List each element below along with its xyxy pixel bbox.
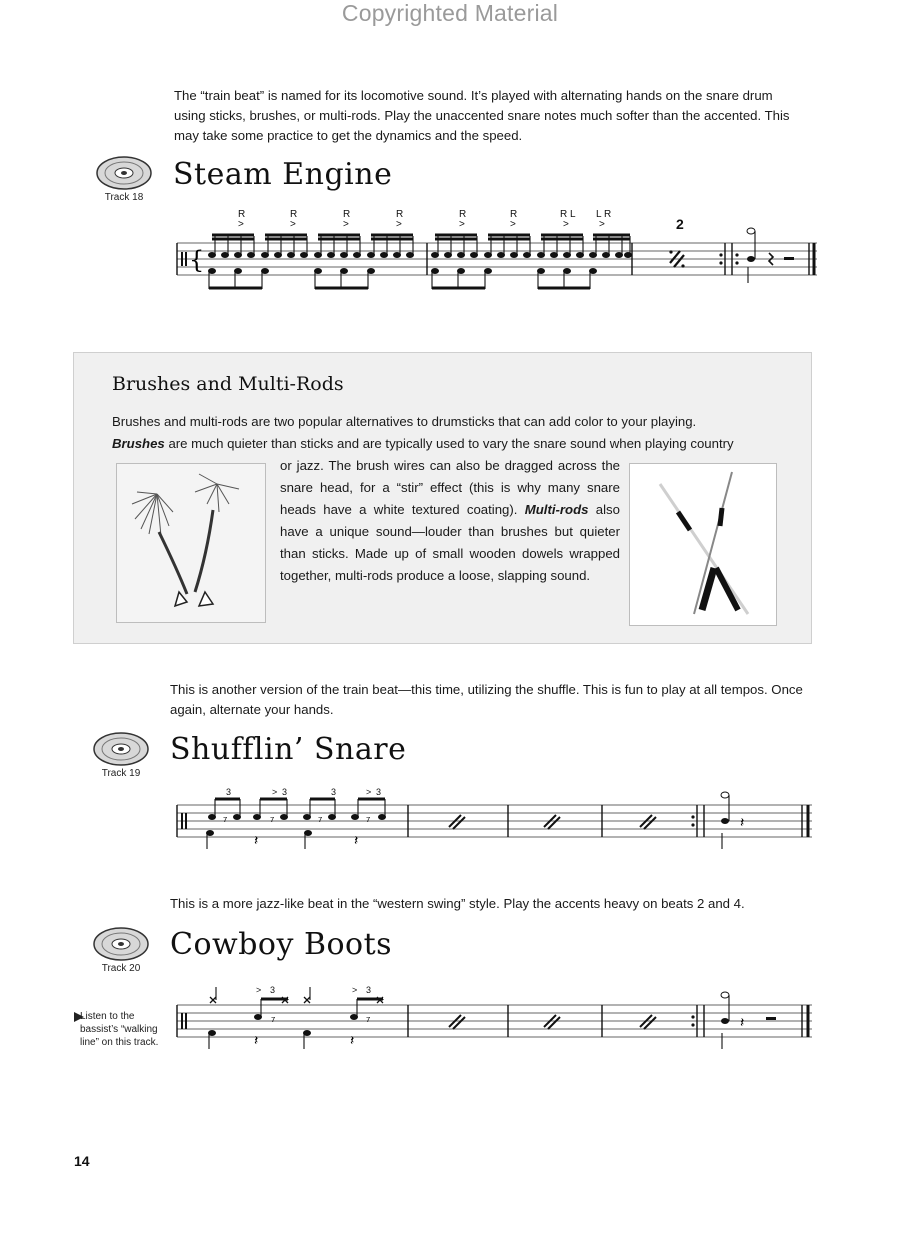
multirods-photo — [629, 463, 777, 626]
svg-text:𝄽: 𝄽 — [350, 1032, 355, 1048]
sticking-4: R — [396, 209, 404, 220]
sticking-7: R L — [560, 209, 576, 220]
sticking-3: R — [343, 209, 351, 220]
svg-text:⁷: ⁷ — [366, 1014, 371, 1028]
cd-icon — [92, 926, 150, 962]
brushes-multirods-sidebar — [73, 352, 812, 644]
cd-icon — [92, 731, 150, 767]
svg-text:⁷: ⁷ — [318, 814, 323, 828]
track-18-label: Track 18 — [104, 192, 144, 203]
sidebar-line-2-rest: are much quieter than sticks and are typically used to vary the snare sound when playing country — [164, 436, 734, 451]
svg-text:𝄽: 𝄽 — [740, 1014, 745, 1030]
accent-mark: > — [563, 219, 569, 230]
brushes-photo — [116, 463, 266, 623]
triplet-mark: 3 — [376, 787, 382, 797]
svg-text:𝄽: 𝄽 — [740, 814, 745, 830]
side-note: Listen to the bassist’s “walking line” on this track. — [80, 1011, 159, 1048]
page-number: 14 — [74, 1153, 90, 1169]
sidebar-line-2 — [112, 433, 802, 455]
sidebar-wrap-text — [280, 455, 620, 587]
sidebar-title: Brushes and Multi-Rods — [112, 373, 344, 395]
cd-icon — [95, 155, 153, 191]
accent-mark: > — [290, 219, 296, 230]
cowboy-boots-title: Cowboy Boots — [170, 927, 393, 962]
copyright-watermark: Copyrighted Material — [341, 0, 559, 26]
sticking-8: L R — [596, 209, 612, 220]
sticking-6: R — [510, 209, 518, 220]
shuffle-paragraph: This is another version of the train beat—this time, utilizing the shuffle. This is fun to play at all tempos. Once again, alternate your hands. — [170, 682, 803, 717]
accent-mark: > — [459, 219, 465, 230]
svg-text:𝄽: 𝄽 — [254, 1032, 259, 1048]
accent-mark: > — [599, 219, 605, 230]
svg-text:⁷: ⁷ — [366, 814, 371, 828]
accent-mark: > — [366, 787, 372, 797]
triplet-mark: 3 — [282, 787, 288, 797]
sidebar-wrap-text-a: or jazz. The brush wires can also be dragged across the snare head, for a “stir” effect (this is why many snare heads have a white textured coating). — [280, 458, 620, 517]
accent-mark: > — [238, 219, 244, 230]
accent-mark: > — [396, 219, 402, 230]
brushes-illustration — [117, 464, 265, 622]
sticking-5: R — [459, 209, 467, 220]
steam-engine-title: Steam Engine — [173, 157, 393, 192]
track-20-label: Track 20 — [101, 963, 141, 974]
svg-text:{: { — [189, 246, 205, 274]
multirods-illustration — [630, 464, 776, 625]
sidebar-line-1: Brushes and multi-rods are two popular alternatives to drumsticks that can add color to your playing. — [112, 414, 697, 429]
steam-engine-staff — [172, 205, 822, 297]
svg-text:⁷: ⁷ — [271, 1014, 276, 1028]
svg-text:⁷: ⁷ — [223, 814, 228, 828]
triplet-mark: 3 — [270, 985, 276, 995]
accent-mark: > — [510, 219, 516, 230]
triplet-mark: 3 — [331, 787, 337, 797]
sidebar-wrap-text-b: also have a unique sound—louder than brushes but quieter than sticks. Made up of small wooden dowels wrapped together, multi-rods produce a loose, slapping sound. — [280, 502, 620, 583]
accent-mark: > — [256, 985, 262, 995]
sticking-1: R — [238, 209, 246, 220]
shufflin-snare-staff — [172, 783, 822, 853]
triplet-mark: 3 — [226, 787, 232, 797]
accent-mark: > — [272, 787, 278, 797]
intro-paragraph: The “train beat” is named for its locomotive sound. It’s played with alternating hands on the snare drum using sticks, brushes, or multi-rods. Play the unaccented snare notes much softer than the accented. This may take some practice to get the dynamics and the speed. — [174, 88, 790, 143]
shufflin-snare-title: Shufflin’ Snare — [170, 732, 407, 767]
cowboy-paragraph: This is a more jazz-like beat in the “western swing” style. Play the accents heavy on beats 2 and 4. — [170, 896, 745, 911]
triplet-mark: 3 — [366, 985, 372, 995]
brushes-term: Brushes — [112, 436, 165, 451]
repeat-count: 2 — [676, 216, 684, 232]
svg-text:𝄽: 𝄽 — [354, 832, 359, 848]
accent-mark: > — [352, 985, 358, 995]
sticking-2: R — [290, 209, 298, 220]
svg-text:𝄽: 𝄽 — [254, 832, 259, 848]
accent-mark: > — [343, 219, 349, 230]
track-19-label: Track 19 — [101, 768, 141, 779]
multirods-term: Multi-rods — [524, 502, 589, 517]
svg-text:⁷: ⁷ — [270, 814, 275, 828]
